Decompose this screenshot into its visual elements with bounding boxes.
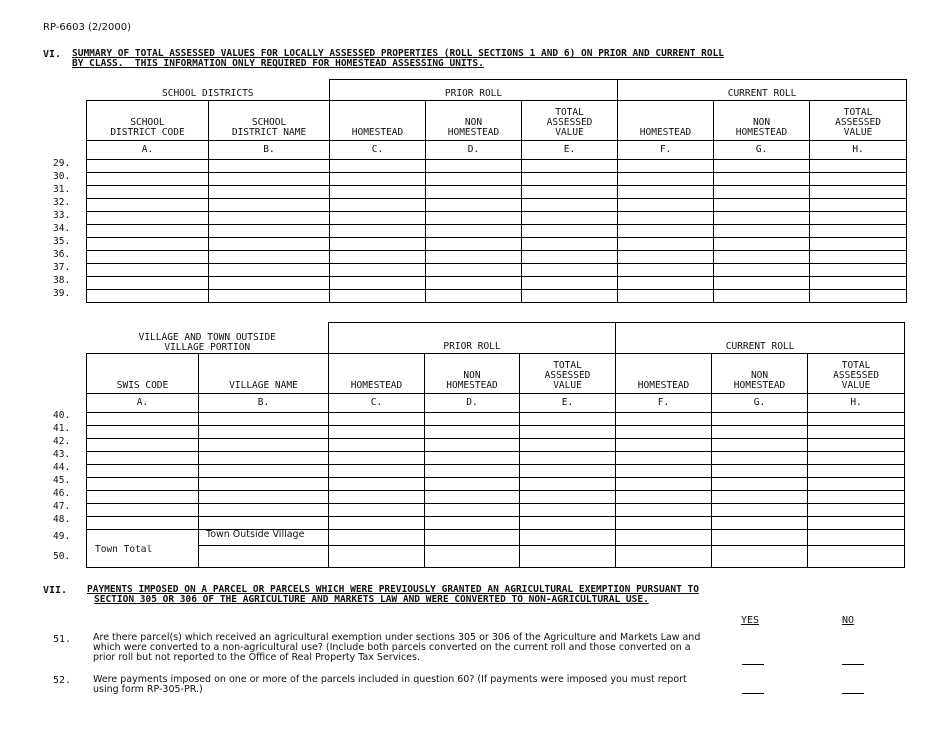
table-cell[interactable]	[810, 212, 907, 225]
table-cell[interactable]	[618, 225, 714, 238]
table-cell[interactable]	[330, 290, 426, 303]
table-cell[interactable]	[810, 173, 907, 186]
table-cell[interactable]	[618, 290, 714, 303]
no-label: NO	[842, 615, 855, 626]
table-row	[87, 225, 907, 238]
table-cell[interactable]	[618, 264, 714, 277]
table-row	[87, 490, 905, 503]
table-cell[interactable]	[209, 160, 330, 173]
table-cell[interactable]	[522, 212, 618, 225]
table-cell[interactable]	[520, 464, 616, 477]
table-cell[interactable]	[714, 264, 810, 277]
row-number: 39.	[53, 288, 71, 299]
table-cell[interactable]	[199, 464, 329, 477]
table-cell[interactable]	[616, 477, 712, 490]
table-cell[interactable]	[329, 425, 425, 438]
table-cell[interactable]	[810, 160, 907, 173]
table-cell[interactable]	[616, 529, 712, 545]
table-row	[87, 529, 905, 545]
row-number: 44.	[53, 462, 71, 473]
table-cell[interactable]	[87, 251, 209, 264]
column-header: HOMESTEAD	[618, 101, 714, 141]
table-cell[interactable]	[808, 438, 905, 451]
table-cell[interactable]	[209, 238, 330, 251]
table-cell[interactable]	[810, 225, 907, 238]
table-row	[87, 425, 905, 438]
column-header: TOTAL ASSESSED VALUE	[810, 101, 907, 141]
table-cell[interactable]	[426, 251, 522, 264]
table-cell[interactable]	[808, 464, 905, 477]
table-cell[interactable]	[712, 438, 808, 451]
table-row	[87, 412, 905, 425]
row-number: 48.	[53, 514, 71, 525]
column-header: SCHOOL DISTRICT CODE	[87, 101, 209, 141]
table-cell[interactable]	[199, 490, 329, 503]
table-cell[interactable]	[712, 477, 808, 490]
column-letter: G.	[714, 141, 810, 160]
table-row	[87, 199, 907, 212]
table-cell[interactable]	[808, 451, 905, 464]
table-row	[87, 264, 907, 277]
table-cell[interactable]	[618, 238, 714, 251]
table-cell[interactable]	[329, 477, 425, 490]
table-cell[interactable]	[209, 251, 330, 264]
table-cell[interactable]	[616, 438, 712, 451]
table-cell[interactable]	[618, 160, 714, 173]
section-7-title-line1: PAYMENTS IMPOSED ON A PARCEL OR PARCELS WHICH WERE PREVIOUSLY GRANTED AN AGRICULTURAL EXEMPTION PURSUANT TO	[87, 584, 699, 595]
yes-label: YES	[741, 615, 760, 626]
table-cell[interactable]	[808, 503, 905, 516]
table-cell[interactable]	[712, 451, 808, 464]
table-cell[interactable]	[810, 264, 907, 277]
column-letter: H.	[810, 141, 907, 160]
table-cell[interactable]	[330, 186, 426, 199]
table-cell[interactable]	[87, 225, 209, 238]
table-cell[interactable]	[618, 199, 714, 212]
column-header: VILLAGE NAME	[199, 353, 329, 393]
table-cell[interactable]	[426, 225, 522, 238]
prior-roll-header: PRIOR ROLL	[330, 80, 618, 101]
table-cell[interactable]	[87, 464, 199, 477]
table-cell[interactable]	[616, 412, 712, 425]
table-cell[interactable]	[87, 516, 199, 529]
row-number: 32.	[53, 197, 71, 208]
column-letter: E.	[522, 141, 618, 160]
table-cell[interactable]	[329, 545, 425, 567]
table-cell[interactable]	[330, 199, 426, 212]
table-cell[interactable]	[87, 186, 209, 199]
question-51-text: Are there parcel(s) which received an agricultural exemption under sections 305 or 306 of the Agriculture and Markets Law and which were converted to a non-agricultural use? (Include both parcels converted on the current roll and those converted on a prior roll but not reported to the Office of Real Property Tax Services.	[93, 632, 701, 663]
village-group-header: VILLAGE AND TOWN OUTSIDE VILLAGE PORTION	[87, 323, 329, 354]
table-cell[interactable]	[329, 490, 425, 503]
table-cell[interactable]	[808, 425, 905, 438]
table-row	[87, 438, 905, 451]
table-cell[interactable]	[810, 186, 907, 199]
column-letter: B.	[209, 141, 330, 160]
row-number: 30.	[53, 171, 71, 182]
table-row	[87, 186, 907, 199]
table-cell[interactable]	[87, 503, 199, 516]
table-cell[interactable]	[329, 529, 425, 545]
table-cell[interactable]	[425, 490, 520, 503]
table-cell[interactable]	[712, 464, 808, 477]
table-cell[interactable]	[522, 199, 618, 212]
table-cell[interactable]	[808, 516, 905, 529]
table-cell[interactable]	[522, 160, 618, 173]
table-row	[87, 238, 907, 251]
table-cell[interactable]	[714, 251, 810, 264]
column-letter: E.	[520, 393, 616, 412]
table-cell[interactable]	[330, 264, 426, 277]
table-cell[interactable]	[87, 477, 199, 490]
table-cell[interactable]	[426, 160, 522, 173]
table-cell[interactable]	[426, 238, 522, 251]
table-cell[interactable]	[712, 412, 808, 425]
table-cell[interactable]	[209, 225, 330, 238]
table-cell[interactable]	[87, 160, 209, 173]
table-row	[87, 160, 907, 173]
question-51-yes-blank[interactable]	[742, 664, 764, 665]
table-cell[interactable]	[330, 238, 426, 251]
section-7-title-line2: SECTION 305 OR 306 OF THE AGRICULTURE AND MARKETS LAW AND WERE CONVERTED TO NON-AGRICULTURAL USE.	[94, 594, 649, 605]
column-header: HOMESTEAD	[616, 353, 712, 393]
column-letter: D.	[425, 393, 520, 412]
table-cell[interactable]	[329, 464, 425, 477]
table-cell[interactable]	[810, 238, 907, 251]
column-header: SCHOOL DISTRICT NAME	[209, 101, 330, 141]
table-cell[interactable]	[712, 503, 808, 516]
table-cell[interactable]	[330, 225, 426, 238]
table-cell[interactable]	[87, 173, 209, 186]
table-cell[interactable]	[618, 277, 714, 290]
table-cell[interactable]	[522, 277, 618, 290]
form-id: RP-6603 (2/2000)	[43, 22, 131, 33]
table-cell[interactable]	[329, 438, 425, 451]
question-52-number: 52.	[53, 675, 72, 686]
table-cell[interactable]	[808, 412, 905, 425]
table-row	[87, 503, 905, 516]
table-cell[interactable]	[618, 186, 714, 199]
row-number: 29.	[53, 158, 71, 169]
table-cell[interactable]	[87, 412, 199, 425]
table-cell[interactable]	[425, 529, 520, 545]
table-cell[interactable]	[199, 412, 329, 425]
current-roll-header: CURRENT ROLL	[618, 80, 907, 101]
question-52-no-blank[interactable]	[842, 693, 864, 694]
section-6-title-line2: BY CLASS. THIS INFORMATION ONLY REQUIRED FOR HOMESTEAD ASSESSING UNITS.	[72, 58, 484, 69]
table-cell[interactable]	[520, 425, 616, 438]
table-cell[interactable]	[87, 199, 209, 212]
table-cell[interactable]	[426, 173, 522, 186]
table-cell[interactable]	[712, 490, 808, 503]
row-number: 49.	[53, 531, 71, 542]
table-cell[interactable]	[616, 503, 712, 516]
table-cell[interactable]	[618, 212, 714, 225]
question-52-yes-blank[interactable]	[742, 693, 764, 694]
table-cell[interactable]	[209, 290, 330, 303]
table-cell[interactable]	[199, 477, 329, 490]
row-number: 45.	[53, 475, 71, 486]
column-letter: A.	[87, 141, 209, 160]
table-cell[interactable]	[522, 264, 618, 277]
table-cell[interactable]	[714, 160, 810, 173]
table-cell[interactable]	[712, 425, 808, 438]
table-cell[interactable]	[209, 212, 330, 225]
row-number: 41.	[53, 423, 71, 434]
table-cell[interactable]	[714, 212, 810, 225]
table-cell[interactable]	[616, 464, 712, 477]
table-cell[interactable]	[616, 516, 712, 529]
table-cell[interactable]	[810, 251, 907, 264]
table-cell[interactable]	[616, 490, 712, 503]
table-cell[interactable]	[425, 412, 520, 425]
table-cell[interactable]	[714, 290, 810, 303]
column-header: HOMESTEAD	[329, 353, 425, 393]
table-cell[interactable]	[522, 290, 618, 303]
table-cell[interactable]	[522, 251, 618, 264]
table-row	[87, 477, 905, 490]
table-cell[interactable]	[330, 251, 426, 264]
table-cell[interactable]	[425, 503, 520, 516]
table-cell[interactable]	[522, 173, 618, 186]
school-districts-header: SCHOOL DISTRICTS	[87, 80, 330, 101]
table-cell[interactable]	[808, 545, 905, 567]
table-cell[interactable]	[330, 212, 426, 225]
table-cell[interactable]	[87, 290, 209, 303]
table-cell[interactable]	[209, 173, 330, 186]
column-letter: F.	[616, 393, 712, 412]
question-51-no-blank[interactable]	[842, 664, 864, 665]
row-number: 40.	[53, 410, 71, 421]
table-row	[87, 290, 907, 303]
table-cell[interactable]	[329, 451, 425, 464]
row-number: 36.	[53, 249, 71, 260]
table-cell[interactable]	[714, 277, 810, 290]
column-header: HOMESTEAD	[330, 101, 426, 141]
section-6-title-line1: SUMMARY OF TOTAL ASSESSED VALUES FOR LOCALLY ASSESSED PROPERTIES (ROLL SECTIONS 1 AND 6) ON PRIOR AND CURRENT ROLL	[72, 48, 725, 59]
column-header: NON HOMESTEAD	[426, 101, 522, 141]
column-letter: G.	[712, 393, 808, 412]
table-cell[interactable]	[616, 425, 712, 438]
table-cell[interactable]	[808, 490, 905, 503]
table-cell[interactable]	[199, 503, 329, 516]
table-cell[interactable]	[712, 516, 808, 529]
current-roll-header-2: CURRENT ROLL	[616, 323, 905, 354]
table-cell[interactable]	[714, 225, 810, 238]
column-letter: C.	[330, 141, 426, 160]
table-row	[87, 173, 907, 186]
table-cell[interactable]	[199, 438, 329, 451]
village-table	[86, 322, 905, 568]
table-cell[interactable]	[199, 545, 329, 567]
table-cell[interactable]	[425, 425, 520, 438]
table-cell[interactable]	[808, 477, 905, 490]
table-cell[interactable]	[330, 173, 426, 186]
row-number: 43.	[53, 449, 71, 460]
table-cell[interactable]	[330, 160, 426, 173]
section-6-number: VI.	[43, 49, 62, 60]
column-letter: A.	[87, 393, 199, 412]
table-cell[interactable]	[425, 545, 520, 567]
table-cell[interactable]	[425, 451, 520, 464]
table-cell[interactable]	[87, 264, 209, 277]
table-cell[interactable]	[616, 545, 712, 567]
column-letter: H.	[808, 393, 905, 412]
table-row	[87, 464, 905, 477]
table-cell[interactable]	[329, 412, 425, 425]
question-52-text: Were payments imposed on one or more of the parcels included in question 60? (If payments were imposed you must report using form RP-305-PR.)	[93, 674, 687, 695]
row-number: 38.	[53, 275, 71, 286]
table-cell[interactable]	[714, 186, 810, 199]
town-total-label[interactable]: Town Total	[87, 545, 199, 567]
town-outside-village-label[interactable]: Town Outside Village	[199, 529, 329, 545]
table-cell[interactable]	[520, 529, 616, 545]
table-cell[interactable]	[712, 545, 808, 567]
column-header: NON HOMESTEAD	[712, 353, 808, 393]
table-row	[87, 516, 905, 529]
column-header: SWIS CODE	[87, 353, 199, 393]
table-cell[interactable]	[87, 529, 199, 545]
table-cell[interactable]	[712, 529, 808, 545]
table-cell[interactable]	[520, 490, 616, 503]
row-number: 47.	[53, 501, 71, 512]
table-cell[interactable]	[426, 290, 522, 303]
column-header: TOTAL ASSESSED VALUE	[808, 353, 905, 393]
table-cell[interactable]	[520, 412, 616, 425]
table-cell[interactable]	[618, 251, 714, 264]
table-cell[interactable]	[425, 438, 520, 451]
table-cell[interactable]	[810, 199, 907, 212]
table-cell[interactable]	[87, 212, 209, 225]
table-cell[interactable]	[714, 173, 810, 186]
table-cell[interactable]	[426, 264, 522, 277]
table-cell[interactable]	[425, 464, 520, 477]
table-row	[87, 277, 907, 290]
table-row	[87, 451, 905, 464]
table-cell[interactable]	[520, 451, 616, 464]
table-cell[interactable]	[426, 186, 522, 199]
row-number: 34.	[53, 223, 71, 234]
table-cell[interactable]	[209, 264, 330, 277]
table-cell[interactable]	[616, 451, 712, 464]
column-letter: D.	[426, 141, 522, 160]
table-cell[interactable]	[425, 477, 520, 490]
table-cell[interactable]	[425, 516, 520, 529]
table-cell[interactable]	[329, 503, 425, 516]
table-cell[interactable]	[329, 516, 425, 529]
table-cell[interactable]	[87, 438, 199, 451]
table-cell[interactable]	[87, 451, 199, 464]
prior-roll-header-2: PRIOR ROLL	[329, 323, 616, 354]
row-number: 31.	[53, 184, 71, 195]
row-number: 35.	[53, 236, 71, 247]
table-cell[interactable]	[426, 199, 522, 212]
question-51-number: 51.	[53, 634, 72, 645]
column-header: NON HOMESTEAD	[714, 101, 810, 141]
table-cell[interactable]	[520, 545, 616, 567]
table-cell[interactable]	[714, 199, 810, 212]
section-7-number: VII.	[43, 585, 68, 596]
table-cell[interactable]	[522, 225, 618, 238]
table-cell[interactable]	[810, 277, 907, 290]
table-cell[interactable]	[618, 173, 714, 186]
table-cell[interactable]	[87, 425, 199, 438]
table-cell[interactable]	[209, 199, 330, 212]
column-letter: C.	[329, 393, 425, 412]
table-cell[interactable]	[87, 490, 199, 503]
school-districts-table	[86, 79, 907, 303]
row-number: 42.	[53, 436, 71, 447]
table-cell[interactable]	[426, 212, 522, 225]
table-cell[interactable]	[520, 438, 616, 451]
table-cell[interactable]	[209, 186, 330, 199]
column-letter: B.	[199, 393, 329, 412]
row-number: 37.	[53, 262, 71, 273]
column-letter: F.	[618, 141, 714, 160]
table-cell[interactable]	[810, 290, 907, 303]
row-number: 46.	[53, 488, 71, 499]
column-header: NON HOMESTEAD	[425, 353, 520, 393]
table-row	[87, 545, 905, 567]
table-cell[interactable]	[199, 425, 329, 438]
table-cell[interactable]	[520, 503, 616, 516]
table-cell[interactable]	[199, 451, 329, 464]
column-header: TOTAL ASSESSED VALUE	[522, 101, 618, 141]
table-row	[87, 212, 907, 225]
table-cell[interactable]	[520, 477, 616, 490]
table-cell[interactable]	[808, 529, 905, 545]
column-header: TOTAL ASSESSED VALUE	[520, 353, 616, 393]
table-cell[interactable]	[199, 516, 329, 529]
table-row	[87, 251, 907, 264]
table-cell[interactable]	[426, 277, 522, 290]
table-cell[interactable]	[209, 277, 330, 290]
table-cell[interactable]	[522, 238, 618, 251]
table-cell[interactable]	[714, 238, 810, 251]
table-cell[interactable]	[522, 186, 618, 199]
table-cell[interactable]	[520, 516, 616, 529]
table-cell[interactable]	[87, 277, 209, 290]
row-number: 33.	[53, 210, 71, 221]
table-cell[interactable]	[330, 277, 426, 290]
row-number: 50.	[53, 551, 71, 562]
table-cell[interactable]	[87, 238, 209, 251]
